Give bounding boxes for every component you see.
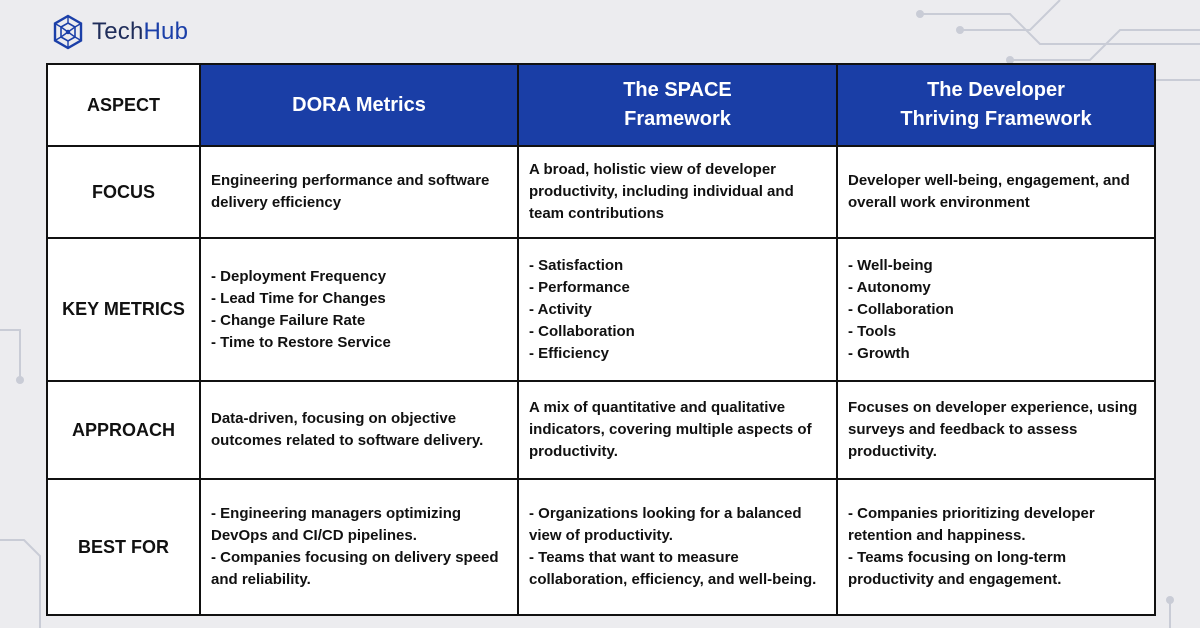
brand-name-part2: Hub	[143, 18, 189, 45]
header-line: Thriving Framework	[900, 108, 1092, 130]
cell-line: - Time to Restore Service	[211, 333, 391, 351]
cell-line: overall work environment	[848, 194, 1030, 211]
cell-line: and reliability.	[211, 571, 311, 588]
cell-line: indicators, covering multiple aspects of	[529, 421, 812, 438]
header-line: The SPACE	[623, 79, 732, 101]
cell-line: - Change Failure Rate	[211, 311, 366, 329]
cell-line: - Companies focusing on delivery speed	[211, 549, 499, 566]
table-row-key-metrics	[47, 238, 1155, 381]
cell-line: surveys and feedback to assess	[848, 421, 1078, 438]
cell-line: - Collaboration	[848, 300, 954, 318]
cell-line: collaboration, efficiency, and well-being.	[529, 571, 817, 588]
cell-line: productivity.	[848, 443, 937, 460]
cell-line: - Collaboration	[529, 322, 635, 340]
cell-focus-space	[518, 146, 837, 238]
cell-line: productivity, including individual and	[529, 183, 794, 200]
cell-line: - Growth	[848, 344, 910, 362]
cell-bestfor-dora	[200, 479, 518, 615]
cell-line: Developer well-being, engagement, and	[848, 172, 1130, 189]
cell-line: - Companies prioritizing developer	[848, 505, 1095, 522]
cell-line: Focuses on developer experience, using	[848, 399, 1138, 416]
cell-bestfor-space	[518, 479, 837, 615]
cell-line: - Organizations looking for a balanced	[529, 505, 802, 522]
corner-header: ASPECT	[47, 64, 200, 146]
cell-approach-dora	[200, 381, 518, 479]
cell-line: A mix of quantitative and qualitative	[529, 399, 786, 416]
cell-focus-dora	[200, 146, 518, 238]
comparison-table	[46, 63, 1156, 616]
cell-line: - Efficiency	[529, 344, 610, 362]
table-row-approach	[47, 381, 1155, 479]
cell-line: - Deployment Frequency	[211, 267, 387, 285]
cell-line: productivity and engagement.	[848, 571, 1062, 588]
cell-line: view of productivity.	[529, 527, 673, 544]
cell-line: - Performance	[529, 278, 630, 296]
brand-name	[92, 18, 188, 46]
row-label-best-for: BEST FOR	[47, 479, 200, 615]
cell-line: - Activity	[529, 300, 592, 318]
table-row-best-for	[47, 479, 1155, 615]
cell-line: - Teams that want to measure	[529, 549, 739, 566]
cell-line: team contributions	[529, 205, 665, 222]
cell-line: Data-driven, focusing on objective	[211, 410, 457, 427]
column-header-dora	[200, 64, 518, 146]
cell-metrics-space	[518, 238, 837, 381]
cell-metrics-thriving	[837, 238, 1155, 381]
techhub-logo[interactable]	[52, 14, 188, 50]
header-line: Framework	[624, 108, 731, 130]
cell-line: A broad, holistic view of developer	[529, 161, 776, 178]
cell-line: - Satisfaction	[529, 256, 624, 274]
column-header-thriving	[837, 64, 1155, 146]
cell-line: - Engineering managers optimizing	[211, 505, 462, 522]
header-line: DORA Metrics	[292, 93, 426, 116]
header-row	[47, 64, 1155, 146]
cell-approach-thriving	[837, 381, 1155, 479]
hexagon-network-logo-icon	[52, 14, 84, 50]
cell-line: outcomes related to software delivery.	[211, 432, 484, 449]
cell-line: productivity.	[529, 443, 618, 460]
header-line: The Developer	[927, 79, 1065, 101]
cell-line: delivery efficiency	[211, 194, 342, 211]
cell-line: DevOps and CI/CD pipelines.	[211, 527, 417, 544]
cell-metrics-dora	[200, 238, 518, 381]
cell-bestfor-thriving	[837, 479, 1155, 615]
cell-focus-thriving	[837, 146, 1155, 238]
cell-line: - Tools	[848, 322, 897, 340]
cell-line: retention and happiness.	[848, 527, 1026, 544]
cell-line: - Teams focusing on long-term	[848, 549, 1067, 566]
table-row-focus	[47, 146, 1155, 238]
row-label-approach: APPROACH	[47, 381, 200, 479]
brand-name-part1: Tech	[92, 18, 144, 45]
column-header-space	[518, 64, 837, 146]
cell-line: - Well-being	[848, 256, 933, 274]
cell-approach-space	[518, 381, 837, 479]
row-label-key-metrics: KEY METRICS	[47, 238, 200, 381]
row-label-focus: FOCUS	[47, 146, 200, 238]
cell-line: Engineering performance and software	[211, 172, 490, 189]
cell-line: - Autonomy	[848, 278, 931, 296]
cell-line: - Lead Time for Changes	[211, 289, 386, 307]
